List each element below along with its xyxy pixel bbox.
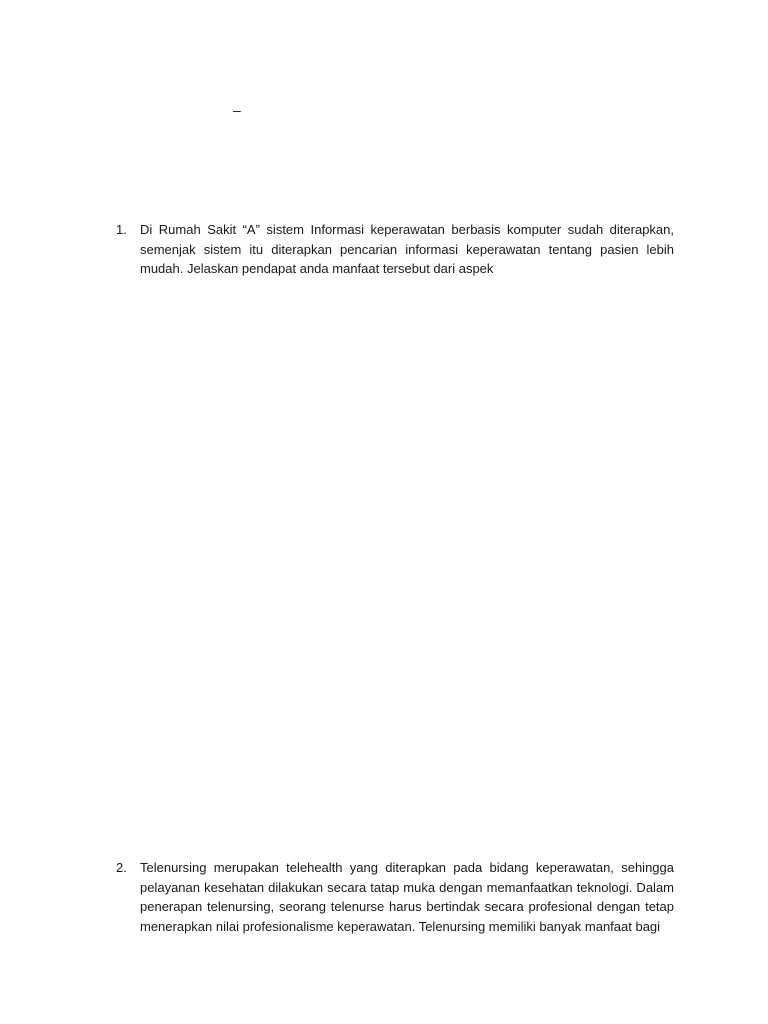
question-text: Di Rumah Sakit “A” sistem Informasi keperawatan berbasis komputer sudah diterapkan, semenjak sistem itu diterapkan pencarian informasi keperawatan tentang pasien lebih mudah. Jelaskan pendapat anda manfaat tersebut dari aspek [140,222,674,276]
question-item-1 [116,220,674,279]
question-number: 2. [116,860,127,875]
dash-mark: – [233,102,241,118]
question-text: Telenursing merupakan telehealth yang diterapkan pada bidang keperawatan, sehingga pelayanan kesehatan dilakukan secara tatap muka dengan memanfaatkan teknologi. Dalam penerapan telenursing, seorang telenurse harus bertindak secara profesional dengan tetap menerapkan nilai profesionalisme keperawatan. Telenursing memiliki banyak manfaat bagi [140,860,674,934]
question-number: 1. [116,222,127,237]
question-item-2 [116,858,674,936]
